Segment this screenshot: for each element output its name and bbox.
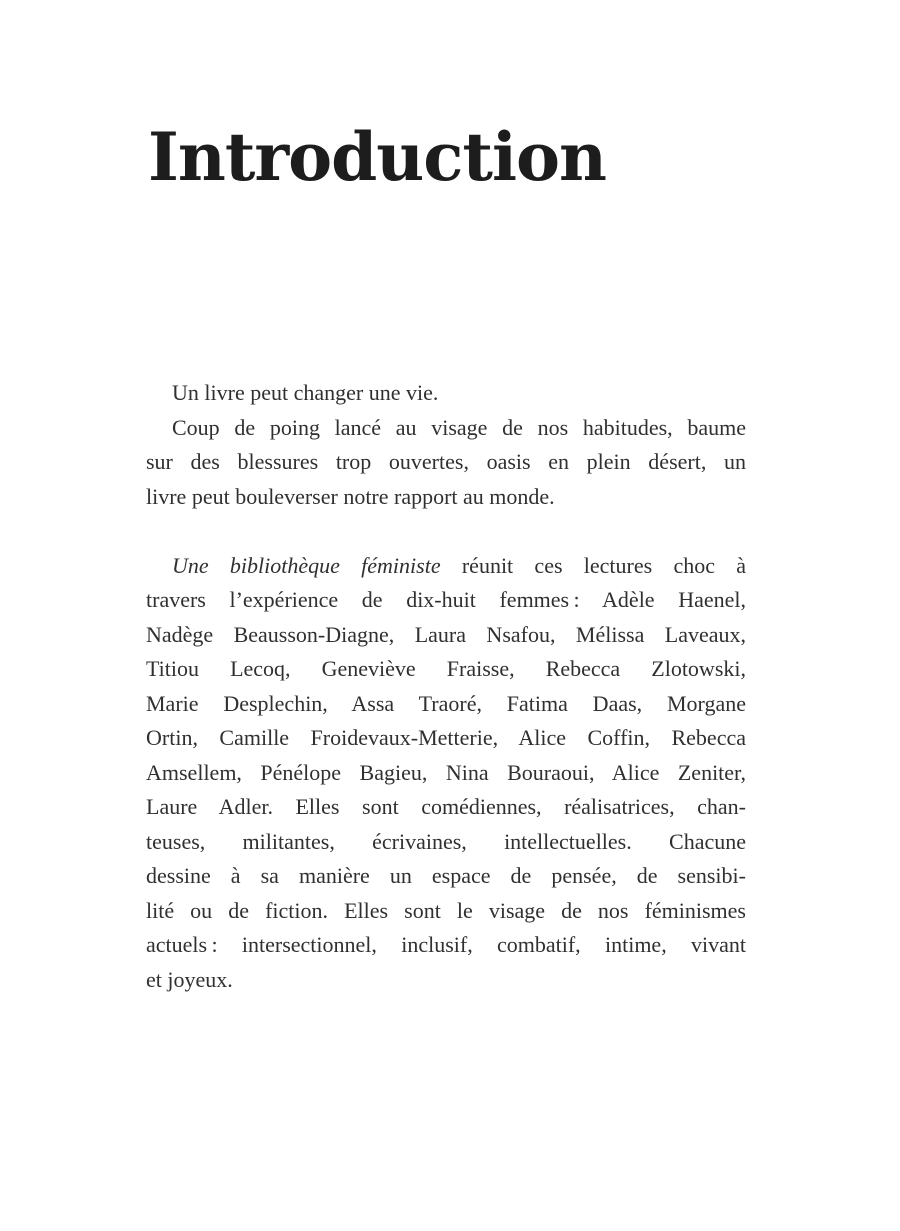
text-line: Coup de poing lancé au visage de nos habitudes, baume — [172, 414, 746, 440]
text-line: Laure Adler. Elles sont comédiennes, réalisatrices, chan- — [146, 794, 746, 819]
text-line: livre peut bouleverser notre rapport au monde. — [146, 483, 555, 509]
text-line: teuses, militantes, écrivaines, intellectuelles. Chacune — [146, 828, 746, 854]
text-span: réunit ces lectures choc à — [440, 552, 747, 578]
text-line: Un livre peut changer une vie. — [172, 380, 439, 405]
text-line: Amsellem, Pénélope Bagieu, Nina Bouraoui, Alice Zeniter, — [146, 759, 746, 785]
text-line: Nadège Beausson-Diagne, Laura Nsafou, Mélissa Laveaux, — [146, 621, 746, 647]
paragraph-2 — [146, 411, 746, 515]
text-line: Ortin, Camille Froidevaux-Metterie, Alice Coffin, Rebecca — [146, 725, 746, 750]
text-line: Marie Desplechin, Assa Traoré, Fatima Daas, Morgane — [146, 690, 746, 716]
text-line: sur des blessures trop ouvertes, oasis en plein désert, un — [146, 449, 746, 474]
text-line: travers l’expérience de dix-huit femmes : Adèle Haenel, — [146, 587, 746, 612]
body-text — [146, 376, 746, 997]
text-line: dessine à sa manière un espace de pensée, de sensibi- — [146, 863, 746, 888]
text-line: Titiou Lecoq, Geneviève Fraisse, Rebecca Zlotowski, — [146, 656, 746, 681]
paragraph-3 — [146, 549, 746, 998]
paragraph-1 — [146, 376, 746, 411]
text-line: actuels : intersectionnel, inclusif, combatif, intime, vivant — [146, 932, 746, 957]
text-line: lité ou de fiction. Elles sont le visage de nos féminismes — [146, 897, 746, 923]
text-line: et joyeux. — [146, 966, 233, 992]
chapter-title: Introduction — [148, 118, 607, 196]
text-line — [146, 549, 746, 584]
book-title-italic: Une bibliothèque féministe — [172, 552, 441, 578]
